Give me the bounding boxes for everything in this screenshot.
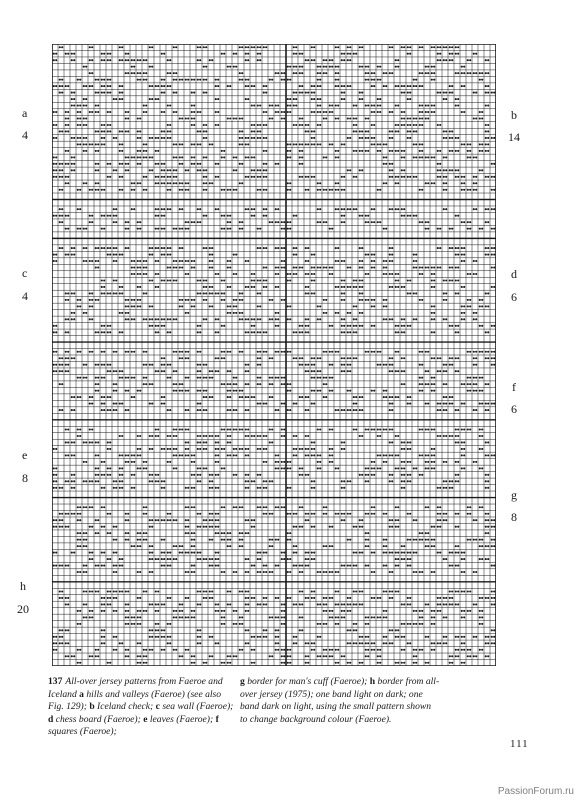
label-f-letter: f [512, 380, 516, 394]
caption-right-text: g border for man's cuff (Faeroe); h border from all-over jersey (1975); one band light on dark; one band dark on light, using the small pattern shown to change background colour (Faeroe). [240, 676, 440, 725]
chart-grid [52, 44, 496, 666]
watermark: PassionForum.ru [497, 786, 574, 797]
grid-lines [52, 44, 496, 666]
label-d-letter: d [511, 267, 517, 281]
label-a-count: 4 [22, 128, 28, 142]
label-c-letter: c [22, 266, 28, 280]
label-h-count: 20 [17, 602, 29, 616]
figure-number: 137 [48, 676, 63, 687]
knitting-chart [52, 44, 496, 666]
label-e-count: 8 [22, 471, 28, 485]
label-b-count: 14 [508, 130, 520, 144]
label-d-count: 6 [511, 290, 517, 304]
label-c-count: 4 [22, 289, 28, 303]
label-e-letter: e [22, 448, 28, 462]
label-a-letter: a [22, 106, 28, 120]
figure-caption-right [240, 676, 440, 726]
label-g-letter: g [511, 488, 517, 502]
label-h-letter: h [20, 579, 26, 593]
figure-caption-left [48, 676, 238, 739]
caption-left-text: All-over jersey patterns from Faeroe and Iceland a hills and valleys (Faeroe) (see also Fig. 129); b Iceland check; c sea wall (Faeroe); d chess board (Faeroe); e leaves (Faeroe); f squares (Faeroe); [48, 676, 234, 737]
label-f-count: 6 [511, 402, 517, 416]
label-g-count: 8 [511, 510, 517, 524]
label-b-letter: b [511, 108, 517, 122]
page-number: 111 [510, 738, 529, 750]
